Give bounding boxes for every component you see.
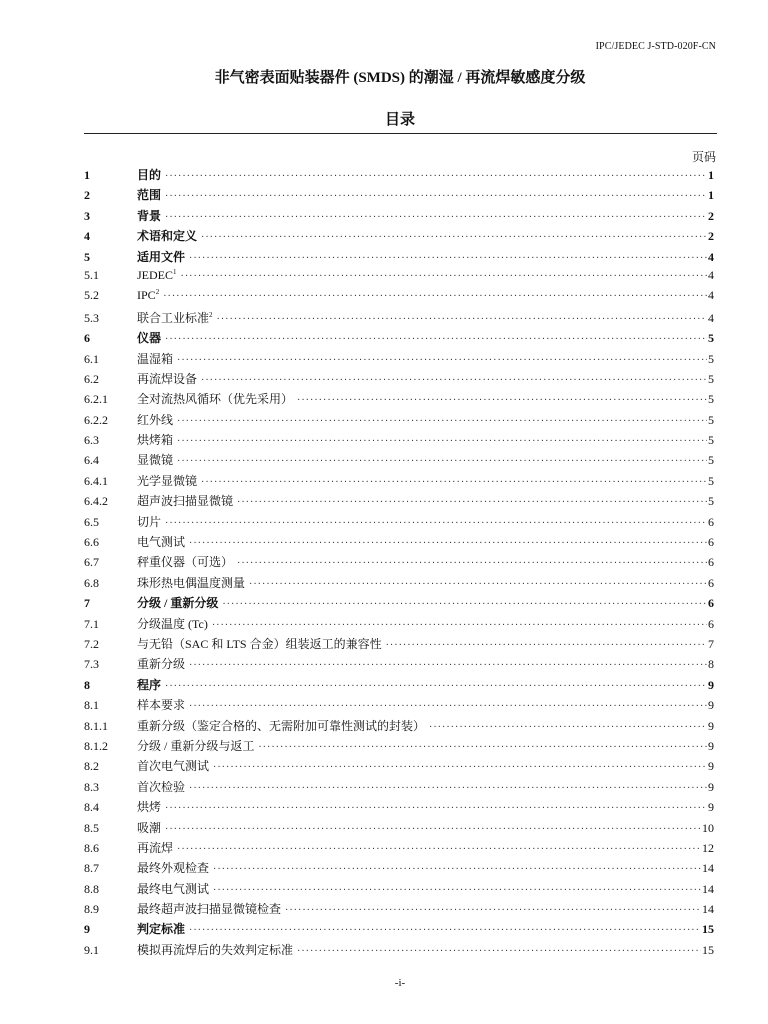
toc-entry-title-text: 秤重仪器（可选） (137, 555, 234, 570)
toc-entry-title (137, 941, 297, 958)
toc-dot-leader (297, 946, 701, 957)
toc-entry-page: 5 (708, 473, 714, 488)
toc-dot-leader (285, 905, 701, 916)
toc-entry-number: 8.9 (84, 902, 99, 917)
toc-entry-footnote-ref: 2 (155, 288, 160, 297)
toc-entry-page: 8 (708, 657, 714, 672)
toc-entry-page: 15 (702, 942, 714, 957)
toc-entry[interactable] (84, 655, 714, 675)
toc-entry-title-text: 显微镜 (137, 453, 174, 468)
toc-entry-number: 6.5 (84, 514, 99, 529)
toc-entry-number: 5 (84, 249, 90, 264)
toc-entry-number: 6 (84, 331, 90, 346)
toc-entry[interactable] (84, 900, 714, 920)
toc-dot-leader (297, 395, 707, 406)
toc-entry-title (137, 778, 189, 795)
toc-entry[interactable] (84, 839, 714, 859)
toc-entry-page: 4 (708, 288, 714, 303)
toc-entry-title (137, 737, 258, 754)
toc-dot-leader (213, 762, 707, 773)
toc-entry[interactable] (84, 513, 714, 533)
toc-dot-leader (189, 538, 707, 549)
toc-entry-page: 1 (708, 168, 714, 182)
toc-entry-number: 6.4 (84, 453, 99, 468)
toc-entry-title-text: 超声波扫描显微镜 (137, 494, 234, 509)
toc-entry-title-text: 术语和定义 (137, 229, 198, 244)
toc-dot-leader (165, 212, 707, 223)
toc-entry-number: 2 (84, 188, 90, 203)
toc-dot-leader (237, 558, 707, 569)
toc-dot-leader (217, 314, 707, 325)
toc-dot-leader (222, 599, 707, 610)
toc-entry-number: 6.2.1 (84, 392, 108, 407)
toc-entry-page: 2 (708, 229, 714, 244)
toc-entry-title (137, 166, 165, 183)
toc-entry[interactable] (84, 390, 714, 410)
toc-entry-page: 6 (708, 555, 714, 570)
toc-entry-title-text: 再流焊设备 (137, 371, 198, 386)
toc-dot-leader (177, 355, 707, 366)
toc-entry-title (137, 309, 217, 326)
toc-dot-leader (165, 681, 707, 692)
toc-entry[interactable] (84, 676, 714, 696)
toc-dot-leader (189, 701, 707, 712)
toc-entry-title-text: 目的 (137, 168, 162, 182)
toc-entry-title-text: 最终外观检查 (137, 861, 210, 876)
toc-entry-title-text: 范围 (137, 188, 162, 203)
toc-entry-page: 12 (702, 840, 714, 855)
toc-entry-page: 6 (708, 575, 714, 590)
toc-entry-title-text: 分级 / 重新分级 (137, 596, 219, 611)
toc-entry-title-text: 全对流热风循环（优先采用） (137, 392, 294, 407)
toc-entry-page: 14 (702, 861, 714, 876)
toc-entry-title (137, 655, 189, 672)
toc-entry-title (137, 370, 201, 387)
toc-entry-title (137, 839, 177, 856)
toc-entry-title (137, 859, 213, 876)
toc-entry-title (137, 431, 177, 448)
toc-entry-title-text: 重新分级（鉴定合格的、无需附加可靠性测试的封装） (137, 718, 426, 733)
toc-dot-leader (213, 864, 701, 875)
toc-entry-number: 8.1.2 (84, 738, 108, 753)
toc-entry-number: 8.4 (84, 800, 99, 815)
toc-entry[interactable] (84, 737, 714, 757)
toc-entry-page: 10 (702, 820, 714, 835)
toc-entry-number: 8.2 (84, 759, 99, 774)
toc-dot-leader (177, 844, 701, 855)
toc-entry-number: 6.2.2 (84, 412, 108, 427)
toc-entry-number: 1 (84, 168, 90, 182)
toc-entry-title (137, 288, 163, 303)
toc-dot-leader (212, 620, 707, 631)
toc-entry-page: 5 (708, 433, 714, 448)
toc-entry-number: 5.2 (84, 288, 99, 303)
toc-entry-footnote-ref: 2 (209, 310, 213, 319)
toc-entry-number: 5.1 (84, 267, 99, 282)
toc-entry-number: 4 (84, 229, 90, 244)
toc-entry-title-text: 分级温度 (Tc) (137, 616, 208, 631)
toc-dot-leader (165, 518, 707, 529)
toc-entry-page: 6 (708, 596, 714, 611)
toc-entry-title-text: 联合工业标准 (137, 310, 210, 325)
toc-entry-title (137, 574, 249, 591)
table-of-contents (84, 166, 714, 961)
page-column-label: 页码 (691, 150, 716, 164)
toc-entry-title (137, 594, 222, 611)
toc-entry-title (137, 920, 189, 937)
toc-entry-number: 8.5 (84, 820, 99, 835)
toc-entry[interactable] (84, 798, 714, 818)
toc-entry-number: 7.1 (84, 616, 99, 631)
toc-entry-page: 9 (708, 779, 714, 794)
toc-entry-number: 7 (84, 596, 90, 611)
toc-entry[interactable] (84, 329, 714, 349)
toc-entry[interactable] (84, 451, 714, 471)
toc-dot-leader (165, 334, 707, 345)
toc-entry[interactable] (84, 717, 714, 737)
toc-entry-number: 6.4.1 (84, 473, 108, 488)
toc-entry-number: 5.3 (84, 310, 99, 325)
toc-entry-title (137, 819, 165, 836)
toc-entry-number: 7.3 (84, 657, 99, 672)
toc-entry-title (137, 268, 181, 283)
toc-entry-number: 8.1 (84, 698, 99, 713)
toc-entry[interactable] (84, 431, 714, 451)
toc-entry[interactable] (84, 207, 714, 227)
toc-entry-number: 7.2 (84, 636, 99, 651)
toc-heading: 目录 (384, 112, 415, 128)
toc-entry-title-text: 烘烤 (137, 800, 162, 815)
toc-entry-number: 6.1 (84, 351, 99, 366)
toc-entry-title-text: 电气测试 (137, 535, 186, 550)
toc-entry[interactable] (84, 350, 714, 370)
toc-dot-leader (165, 803, 707, 814)
toc-entry-page: 4 (708, 310, 714, 325)
toc-entry-page: 5 (708, 351, 714, 366)
toc-entry-title (137, 696, 189, 713)
toc-dot-leader (249, 579, 707, 590)
toc-entry-number: 3 (84, 208, 90, 223)
toc-entry[interactable] (84, 819, 714, 839)
toc-entry-title (137, 248, 189, 265)
toc-entry-title-text: 分级 / 重新分级与返工 (137, 738, 255, 753)
toc-entry-title (137, 207, 165, 224)
toc-dot-leader (189, 783, 707, 794)
toc-dot-leader (177, 436, 707, 447)
toc-dot-leader (165, 171, 707, 182)
toc-entry-page: 9 (708, 698, 714, 713)
toc-dot-leader (201, 375, 707, 386)
toc-entry[interactable] (84, 309, 714, 329)
toc-entry-page: 1 (708, 188, 714, 203)
toc-entry-title-text: 判定标准 (137, 922, 186, 937)
toc-entry-number: 9.1 (84, 942, 99, 957)
toc-entry[interactable] (84, 472, 714, 492)
toc-entry-title-text: 烘烤箱 (137, 433, 174, 448)
toc-entry-title (137, 615, 212, 632)
toc-entry-title-text: JEDEC (137, 267, 173, 282)
toc-dot-leader (237, 497, 707, 508)
toc-entry[interactable] (84, 594, 714, 614)
toc-entry-title (137, 513, 165, 530)
toc-entry-footnote-ref: 1 (173, 267, 177, 276)
page-number: -i- (394, 977, 406, 989)
toc-entry-title (137, 553, 237, 570)
toc-entry-page: 7 (708, 636, 714, 651)
toc-entry-page: 14 (702, 902, 714, 917)
toc-entry-page: 6 (708, 535, 714, 550)
toc-entry-page: 4 (708, 267, 714, 282)
toc-entry[interactable] (84, 635, 714, 655)
toc-entry-page: 5 (708, 331, 714, 346)
toc-entry-title (137, 350, 177, 367)
toc-entry-title-text: 样本要求 (137, 698, 186, 713)
toc-dot-leader (189, 253, 707, 264)
toc-entry-page: 9 (708, 677, 714, 692)
toc-entry-title-text: IPC (137, 288, 156, 303)
toc-entry[interactable] (84, 227, 714, 247)
toc-entry-title (137, 390, 297, 407)
toc-entry-title (137, 472, 201, 489)
toc-entry[interactable] (84, 370, 714, 390)
toc-entry-number: 6.8 (84, 575, 99, 590)
toc-entry-page: 5 (708, 453, 714, 468)
toc-entry-number: 8.3 (84, 779, 99, 794)
toc-entry-page: 14 (702, 881, 714, 896)
toc-entry-title (137, 227, 201, 244)
toc-entry-title-text: 吸潮 (137, 820, 162, 835)
toc-entry[interactable] (84, 880, 714, 900)
toc-dot-leader (201, 232, 707, 243)
toc-dot-leader (177, 416, 707, 427)
toc-dot-leader (165, 824, 701, 835)
toc-entry-page: 6 (708, 616, 714, 631)
toc-entry-title-text: 与无铅（SAC 和 LTS 合金）组装返工的兼容性 (137, 636, 382, 651)
toc-entry-page: 15 (702, 922, 714, 937)
toc-entry-title (137, 676, 165, 693)
document-title: 非气密表面贴装器件 (SMDS) 的潮湿 / 再流焊敏感度分级 (214, 70, 586, 86)
toc-dot-leader (201, 477, 707, 488)
toc-entry[interactable] (84, 492, 714, 512)
toc-entry[interactable] (84, 186, 714, 206)
toc-entry-page: 9 (708, 738, 714, 753)
toc-entry-page: 5 (708, 494, 714, 509)
toc-entry-title (137, 757, 213, 774)
toc-entry-page: 5 (708, 392, 714, 407)
toc-entry[interactable] (84, 248, 714, 268)
toc-entry[interactable] (84, 696, 714, 716)
toc-entry[interactable] (84, 574, 714, 594)
toc-entry-title-text: 首次电气测试 (137, 759, 210, 774)
toc-entry[interactable] (84, 615, 714, 635)
toc-entry[interactable] (84, 778, 714, 798)
toc-entry-number: 6.3 (84, 433, 99, 448)
toc-entry-page: 6 (708, 514, 714, 529)
toc-dot-leader (386, 640, 707, 651)
toc-entry-title-text: 切片 (137, 514, 162, 529)
toc-dot-leader (429, 722, 707, 733)
toc-entry-title (137, 411, 177, 428)
toc-entry[interactable] (84, 757, 714, 777)
heading-divider (84, 133, 717, 134)
toc-dot-leader (177, 456, 707, 467)
toc-entry-title-text: 最终电气测试 (137, 881, 210, 896)
toc-entry-title (137, 798, 165, 815)
toc-entry-number: 6.7 (84, 555, 99, 570)
toc-entry-title-text: 光学显微镜 (137, 473, 198, 488)
toc-entry-title-text: 珠形热电偶温度测量 (137, 575, 246, 590)
toc-dot-leader (165, 191, 707, 202)
toc-entry-title (137, 492, 237, 509)
toc-entry-page: 5 (708, 412, 714, 427)
toc-entry[interactable] (84, 553, 714, 573)
toc-entry-number: 8.8 (84, 881, 99, 896)
toc-entry-number: 6.4.2 (84, 494, 108, 509)
toc-entry[interactable] (84, 941, 714, 961)
toc-entry[interactable] (84, 411, 714, 431)
toc-entry-number: 8.1.1 (84, 718, 108, 733)
toc-entry-title-text: 适用文件 (137, 249, 186, 264)
toc-entry-number: 9 (84, 922, 90, 937)
toc-entry-page: 4 (708, 249, 714, 264)
document-id: IPC/JEDEC J-STD-020F-CN (595, 41, 716, 52)
toc-entry-title-text: 再流焊 (137, 840, 174, 855)
toc-entry-number: 6.2 (84, 371, 99, 386)
toc-entry-title (137, 451, 177, 468)
toc-dot-leader (258, 742, 707, 753)
toc-entry-title-text: 模拟再流焊后的失效判定标准 (137, 942, 294, 957)
toc-entry[interactable] (84, 859, 714, 879)
toc-entry-title (137, 635, 386, 652)
toc-entry-title (137, 900, 285, 917)
toc-entry[interactable] (84, 920, 714, 940)
toc-dot-leader (163, 291, 707, 302)
toc-entry-title (137, 329, 165, 346)
toc-dot-leader (189, 925, 701, 936)
toc-entry-title-text: 仪器 (137, 331, 162, 346)
toc-entry-page: 9 (708, 800, 714, 815)
toc-entry-title-text: 最终超声波扫描显微镜检查 (137, 902, 282, 917)
toc-entry-title (137, 186, 165, 203)
toc-entry-title (137, 717, 429, 734)
toc-entry-title-text: 程序 (137, 677, 162, 692)
toc-entry[interactable] (84, 268, 714, 288)
toc-entry-page: 9 (708, 718, 714, 733)
toc-entry-title-text: 首次检验 (137, 779, 186, 794)
toc-entry[interactable] (84, 288, 714, 308)
toc-entry-title-text: 红外线 (137, 412, 174, 427)
toc-entry-number: 8.6 (84, 840, 99, 855)
toc-entry-page: 2 (708, 208, 714, 223)
toc-entry-number: 6.6 (84, 535, 99, 550)
toc-entry-title (137, 533, 189, 550)
toc-entry-title-text: 重新分级 (137, 657, 186, 672)
toc-entry-number: 8 (84, 677, 90, 692)
toc-entry-title (137, 880, 213, 897)
toc-entry-title-text: 温湿箱 (137, 351, 174, 366)
toc-entry-page: 5 (708, 371, 714, 386)
toc-entry-title-text: 背景 (137, 208, 162, 223)
toc-entry-page: 9 (708, 759, 714, 774)
toc-dot-leader (213, 885, 701, 896)
toc-dot-leader (181, 271, 708, 282)
toc-dot-leader (189, 660, 707, 671)
toc-entry-number: 8.7 (84, 861, 99, 876)
toc-entry[interactable] (84, 166, 714, 186)
toc-entry[interactable] (84, 533, 714, 553)
